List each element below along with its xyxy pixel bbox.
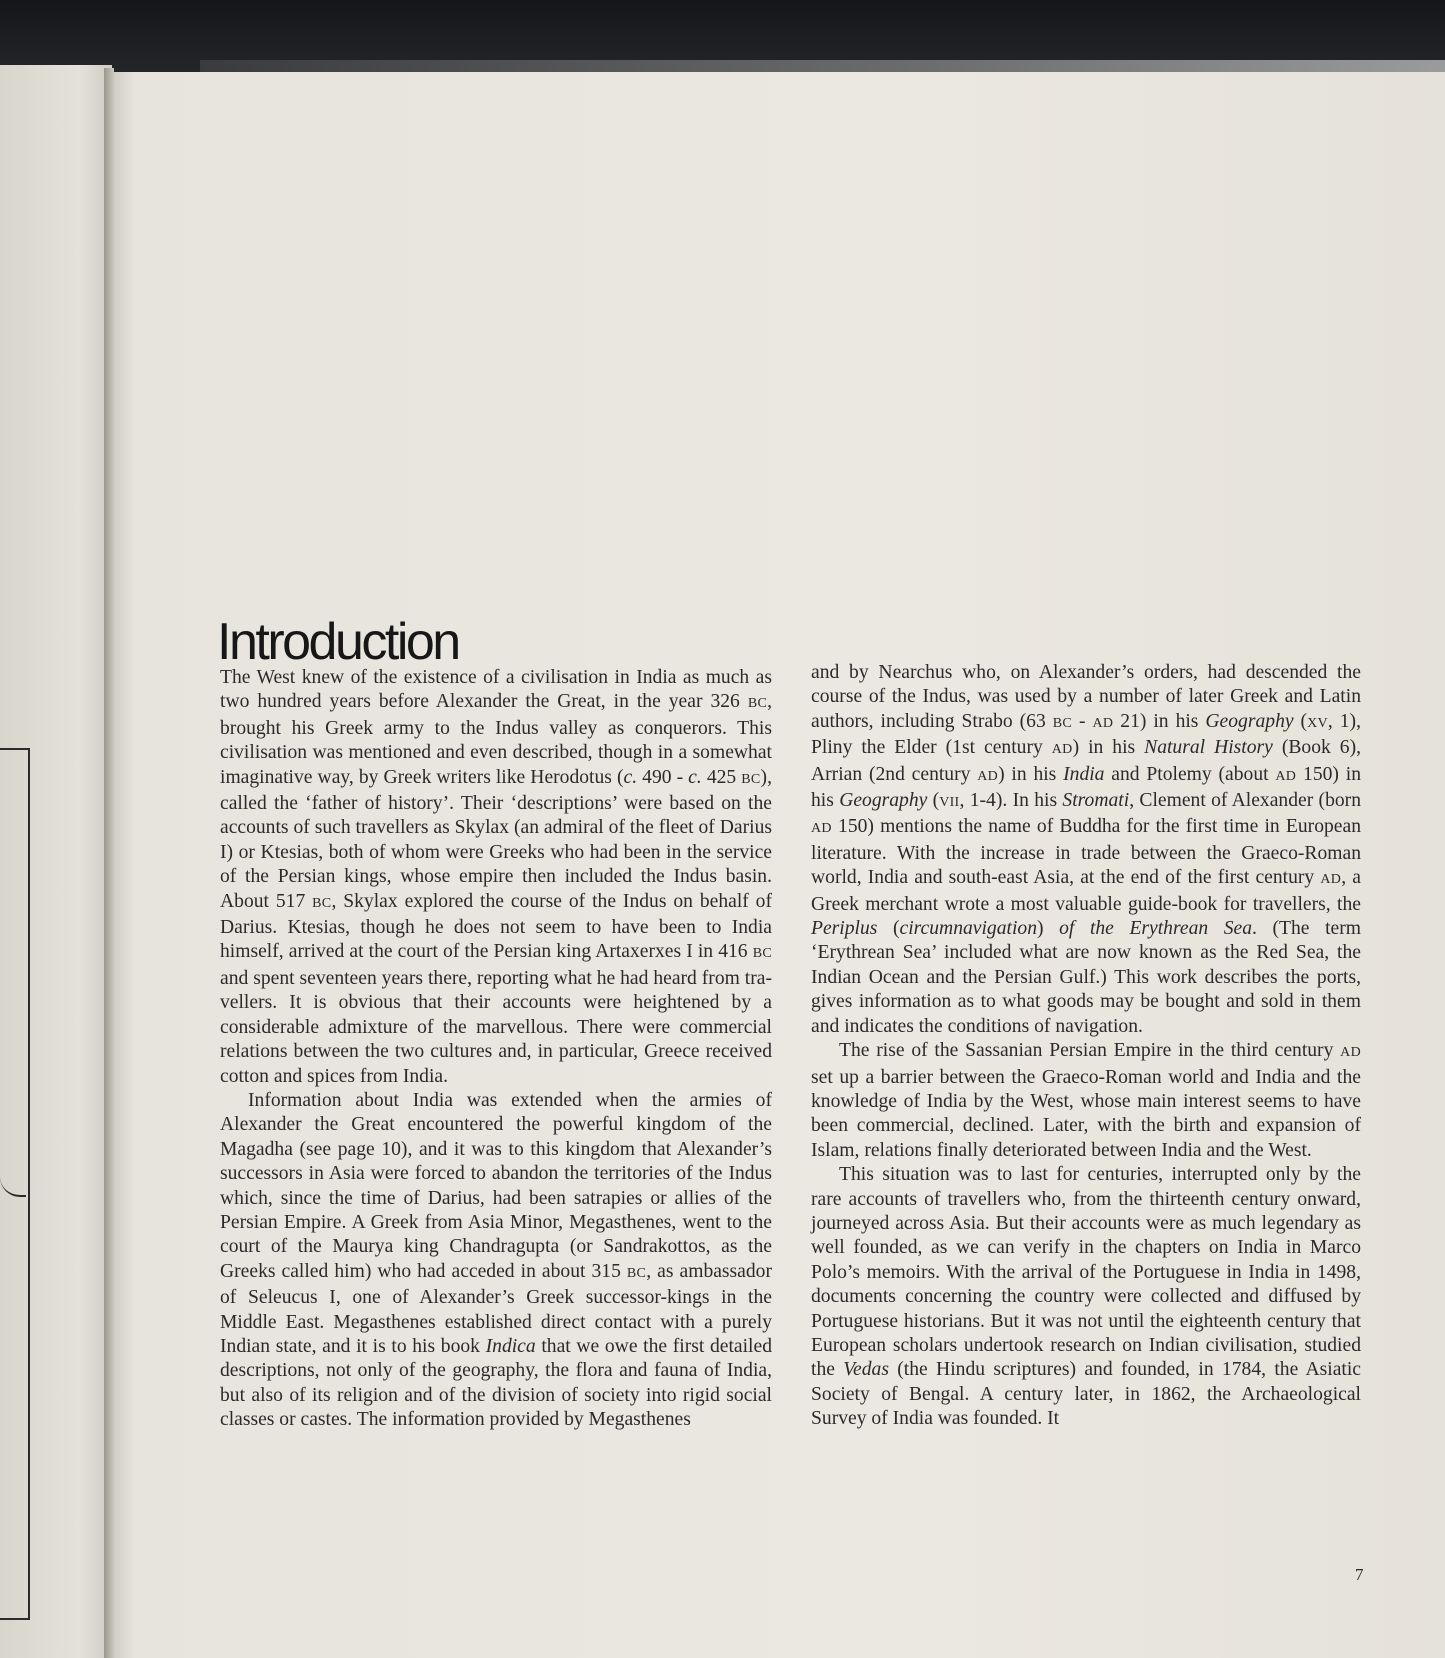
paragraph: and by Nearchus who, on Alexander’s orders, had descended the course of the Indus, was used by a number of later Greek and Latin authors, including Strabo (63 BC - AD 21) in his Geography (XV, 1), Pliny the Elder (1st century AD) in his Natural History (Book 6), Arrian (2nd century AD) in his India and Ptolemy (about AD 150) in his Geography (VII, 1-4). In his Stromati, Clement of Alexander (born AD 150) mentions the name of Buddha for the first time in European literature. With the increase in trade between the Graeco-Roman world, India and south-east Asia, at the end of the first century AD, a Greek merchant wrote a most valuable guide-book for travellers, the Periplus (circumnavigation) of the Erythrean Sea. (The term ‘Erythrean Sea’ included what are now known as the Red Sea, the Indian Ocean and the Persian Gulf.) This work describes the ports, gives information as to what goods may be bought and sold in them and indicates the conditions of navigation. [811,662,1362,1037]
paragraph: This situation was to last for centuries, interrupted only by the rare accounts of travellers who, from the thirteenth century onward, journeyed across Asia. But their accounts were as much legendary as well founded, as we can verify in the chapters on India in Marco Polo’s memoirs. With the arrival of the Portuguese in India in 1498, documents concerning the country were collected and diffused by Portuguese historians. But it was not until the eighteenth century that European scholars undertook research on Indian civilisation, studied the Vedas (the Hindu scriptures) and founded, in 1784, the Asiatic Society of Bengal. A century later, in 1862, the Archaeological Survey of India was founded. It [811,1164,1361,1430]
left-page-edge [0,65,112,1658]
book-gutter [104,68,114,1658]
paragraph: The West knew of the existence of a civilisation in India as much as two hundred years before Alexander the Great, in the year 326 BC, brought his Greek army to the Indus valley as conquerors. This civilisation was mentioned and even described, though in a somewhat imaginative way, by Greek writers like Herodotus (c. 490 - c. 425 BC), called the ‘father of history’. Their ‘descriptions’ were based on the accounts of such travellers as Skylax (an admiral of the fleet of Darius I) or Ktesias, both of whom were Greeks who had been in the service of the Persian kings, whose empire then included the Indus basin. About 517 BC, Skylax explored the course of the Indus on behalf of Darius. Ktesias, though he does not seem to have been to India himself, arrived at the court of the Persian king Artaxerxes I in 416 BC and spent seventeen years there, reporting what he had heard from travellers. It is obvious that their accounts were heightened by a considerable admixture of the marvellous. There were commercial relations between the two cultures and, in particular, Greece received cotton and spices from India. [220,667,773,1087]
paragraph: The rise of the Sassanian Persian Empire in the third century AD set up a barrier between the Graeco-Roman world and India and the knowledge of India by the West, whose main interest seems to have been commercial, declined. Later, with the birth and expansion of Islam, relations finally deteriorated between India and the West. [811,1040,1361,1161]
paragraph: Information about India was extended when the armies of Alexander the Great encountered the powerful kingdom of the Magadha (see page 10), and it was to this kingdom that Alexander’s successors in Asia were forced to abandon the territories of the Indus which, since the time of Darius, had been satrapies or allies of the Persian Empire. A Greek from Asia Minor, Megasthenes, went to the court of the Maurya king Chandragupta (or Sandrakottos, as the Greeks called him) who had acceded in about 315 BC, as ambassador of Seleucus I, one of Alexander’s Greek successor-kings in the Middle East. Megasthenes established direct contact with a purely Indian state, and it is to his book Indica that we owe the first detailed descriptions, not only of the geography, the flora and fauna of India, but also of its religion and of the division of society into rigid social classes or castes. The information provided by Megasthenes [220,1089,773,1431]
page-title: Introduction [217,613,459,671]
text-column-left [220,666,772,1433]
page-number: 7 [1355,1565,1364,1584]
text-column-right [811,661,1361,1432]
